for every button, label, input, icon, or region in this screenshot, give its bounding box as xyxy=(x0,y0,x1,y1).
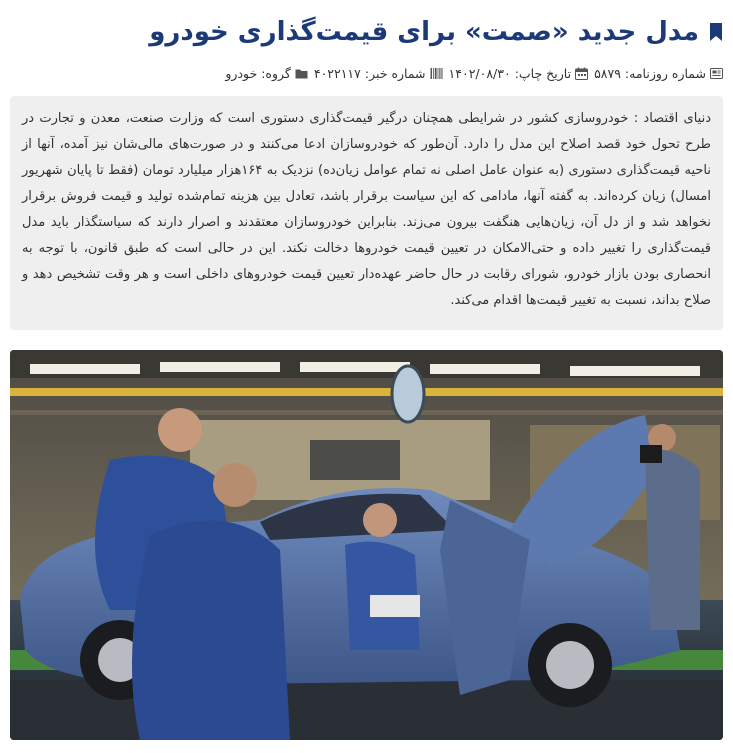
article-photo xyxy=(10,350,723,740)
article-meta xyxy=(10,62,723,84)
article-title: مدل جدید «صمت» برای قیمت‌گذاری خودرو xyxy=(149,17,699,47)
car-factory-photo xyxy=(10,350,723,740)
meta-issue-value: ۵۸۷۹ xyxy=(594,65,621,81)
meta-print-date-label: تاریخ چاپ: xyxy=(514,65,572,81)
meta-issue xyxy=(594,66,723,81)
meta-group-value[interactable]: خودرو xyxy=(225,65,258,81)
meta-news-number xyxy=(314,66,443,81)
folder-icon xyxy=(295,67,308,80)
meta-group xyxy=(225,66,307,81)
article-header xyxy=(10,12,723,52)
barcode-icon xyxy=(430,67,443,80)
bookmark-icon[interactable] xyxy=(709,23,723,41)
meta-news-number-label: شماره خبر: xyxy=(364,65,426,81)
article-summary: دنیای اقتصاد : خودروسازی کشور در شرایطی همچنان درگیر قیمت‌گذاری دستوری است که وزارت صنعت، معدن و تجارت در طرح تحول خود قصد اصلاح این مدل را دارد. آن‌طور که خودروسازان ادعا می‌کنند و در صورت‌های مالی‌شان نیز آمده، آنها از ناحیه قیمت‌گذاری دستوری (به عنوان عامل اصلی نه تمام عوامل زیان‌ده) نزدیک به ۱۶۴هزار میلیارد تومان (فقط تا پایان شهریور امسال) زیان کرده‌اند. به گفته آنها، مادامی که این سیاست برقرار باشد، تعادل بین هزینه تمام‌شده تولید و قیمت فروش برقرار نخواهد شد و از دل آن، زیان‌هایی هنگفت بیرون می‌زند. بنابراین خودروسازان معتقدند و اصرار دارند که سیاستگذار باید مدل قیمت‌گذاری را تغییر داده و حتی‌الامکان در تعیین قیمت خودروها دخالت نکند. این در حالی است که طبق قانون، با توجه به انحصاری بودن بازار خودرو، شورای رقابت در حال حاضر عهده‌دار تعیین قیمت خودروهای داخلی است و هر وقت تشخیص دهد و صلاح بداند، نسبت به تغییر قیمت‌ها اقدام می‌کند. xyxy=(10,96,723,330)
meta-group-label: گروه: xyxy=(261,65,291,81)
calendar-icon xyxy=(575,67,588,80)
meta-print-date-value: ۱۴۰۲/۰۸/۳۰ xyxy=(448,65,511,81)
meta-news-number-value: ۴۰۲۲۱۱۷ xyxy=(313,65,361,81)
meta-issue-label: شماره روزنامه: xyxy=(624,65,706,81)
meta-print-date xyxy=(449,66,589,81)
newspaper-icon xyxy=(710,67,723,80)
